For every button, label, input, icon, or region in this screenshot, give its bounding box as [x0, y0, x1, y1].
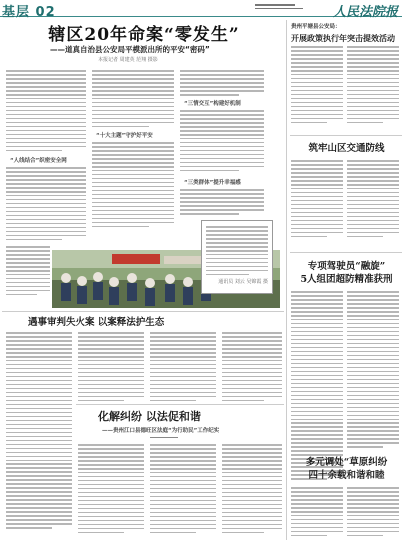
lower-left-column-2: [78, 332, 144, 404]
right-mid-text-b: [347, 160, 399, 240]
right-bottom-headline-2: 四十余载和谐和睦: [308, 470, 385, 481]
lead-column-2-text-b: [92, 142, 174, 230]
lower-center-subheadline: ——贵州江口县德旺区法庭“为行助民”工作纪实: [102, 428, 220, 434]
right-bottom-text-b: [347, 487, 399, 539]
section-label: 基层 02: [2, 5, 56, 20]
lead-subhead-3: “十大主题”守护好平安: [96, 133, 153, 139]
photo-caption-text: [206, 226, 268, 275]
right-top-text: [291, 46, 343, 126]
lead-subhead-1: “人线结合”织密安全网: [10, 158, 67, 164]
lower-center-column-1: [78, 444, 144, 536]
lead-column-3-text-b: [180, 110, 264, 174]
lead-byline: 本报记者 周建英 范翔 摄影: [98, 57, 158, 63]
right-top-headline: 开展政策执行年突击提效活动: [291, 33, 395, 43]
lead-headline: 辖区20年命案“零发生”: [48, 25, 240, 45]
right-story-headline-1: 专项驾驶员“融旋”: [307, 261, 386, 272]
lead-column-2-text: [92, 70, 174, 130]
lead-column-3-text: [180, 70, 264, 98]
right-divider-2: [290, 252, 402, 253]
right-story-headline-2: 5人组团超防精准获刑: [300, 274, 393, 285]
lead-column-1-text: [6, 70, 86, 154]
lower-center-headline: 化解纠纷 以法促和谐: [98, 410, 201, 423]
masthead-meta: [255, 4, 303, 9]
lower-center-byline: [150, 436, 178, 441]
lead-subhead-2: “三情交互”构建好机制: [184, 101, 241, 107]
lead-right-divider: [286, 20, 287, 540]
lower-left-column-3: [150, 332, 216, 404]
right-top-story: [291, 22, 402, 44]
right-divider-1: [290, 135, 402, 136]
lower-center-column-2: [150, 444, 216, 536]
right-bottom-headline-1: 多元调处“草原纠纷: [305, 457, 388, 468]
lead-column-1-text-c: [6, 246, 50, 298]
photo-caption-credit: 通讯员 刘云 吴锦霞 摄: [218, 278, 268, 285]
right-top-kicker: 贵州平塘县公安局：: [291, 24, 341, 30]
lead-column-3-text-c: [180, 189, 264, 217]
right-story: [291, 260, 402, 286]
lower-left-headline: 遇事审判失火案 以案释法护生态: [28, 317, 165, 328]
right-bottom-story: [291, 456, 402, 482]
lower-center-divider: [76, 404, 284, 405]
newspaper-logo: 人民法院报: [332, 5, 398, 20]
lead-column-1-text-b: [6, 167, 86, 243]
lower-left-column-4: [222, 332, 282, 404]
lower-left-column-1: [6, 332, 72, 531]
right-top-text-b: [347, 46, 399, 126]
right-story-text-b: [347, 291, 399, 450]
right-mid-text: [291, 160, 343, 240]
lead-subhead-4: “三类群体”提升幸福感: [184, 180, 241, 186]
lead-subheadline: ——道真自治县公安局平模派出所的平安“密码”: [50, 45, 210, 54]
right-mid-headline: 筑牢山区交通防线: [308, 143, 385, 154]
masthead: [0, 0, 402, 18]
right-mid-story: [291, 142, 402, 155]
photo-caption-box: [201, 220, 273, 294]
right-bottom-text: [291, 487, 343, 539]
right-story-text: [291, 291, 343, 482]
lower-left-divider: [2, 311, 284, 312]
lower-center-column-3: [222, 444, 282, 536]
